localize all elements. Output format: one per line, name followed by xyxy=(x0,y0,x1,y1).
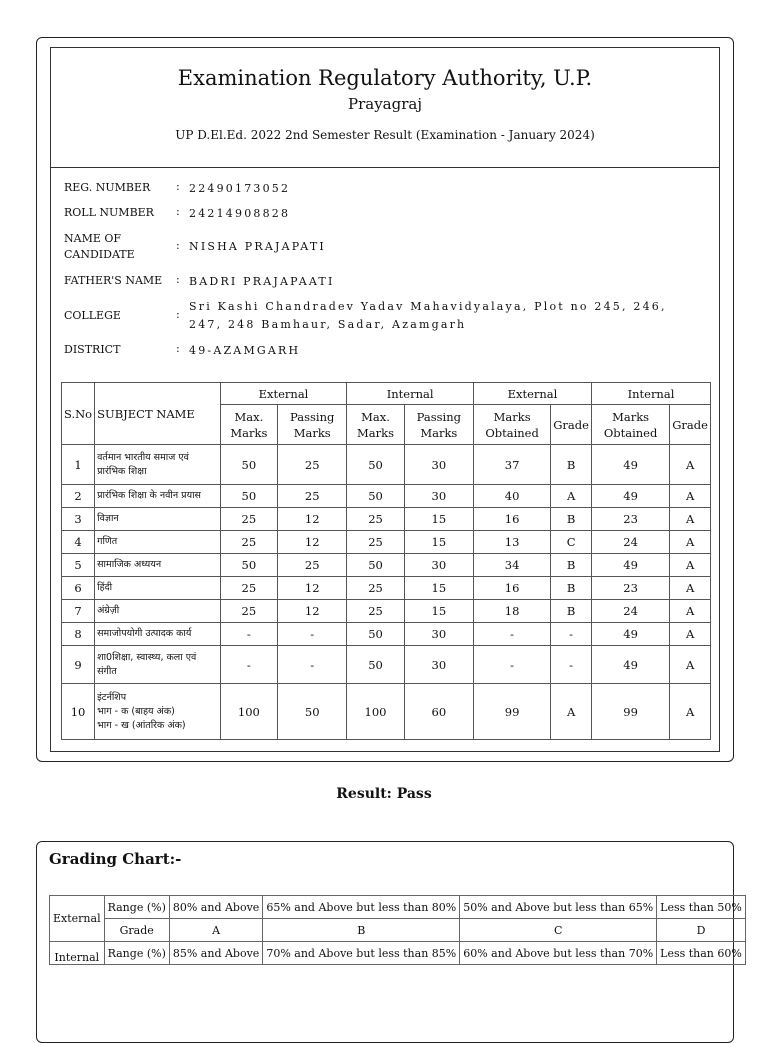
sno-cell: 3 xyxy=(62,508,95,531)
int-pass-cell: 30 xyxy=(404,445,473,485)
int-max-cell: 25 xyxy=(347,508,404,531)
range-cell: Less than 50% xyxy=(657,896,746,919)
ext-obtained-cell: 34 xyxy=(473,554,550,577)
field-label: COLLEGE xyxy=(64,309,121,322)
passing-marks-header: Passing Marks xyxy=(278,405,347,445)
ext-obtained-cell: - xyxy=(473,646,550,684)
grade-cell: A xyxy=(169,919,262,942)
ext-max-cell: - xyxy=(220,623,277,646)
int-obtained-cell: 24 xyxy=(591,600,669,623)
external-header: External xyxy=(220,383,347,405)
ext-pass-cell: 25 xyxy=(278,445,347,485)
subject-cell: शा0शिक्षा, स्वास्थ्य, कला एवं संगीत xyxy=(95,646,221,684)
int-obtained-cell: 49 xyxy=(591,623,669,646)
ext-grade-cell: C xyxy=(551,531,592,554)
ext-grade-cell: B xyxy=(551,554,592,577)
marks-row xyxy=(62,531,711,554)
external-range-row xyxy=(50,896,746,919)
ext-max-cell: 25 xyxy=(220,600,277,623)
result-sheet xyxy=(50,47,720,752)
marks-header-row xyxy=(62,383,711,405)
ext-max-cell: - xyxy=(220,646,277,684)
int-grade-cell: A xyxy=(670,646,711,684)
ext-max-cell: 50 xyxy=(220,445,277,485)
subject-cell: इंटर्नशिप भाग - क (बाहय अंक) भाग - ख (आंतरिक अंक) xyxy=(95,684,221,740)
max-marks-header: Max. Marks xyxy=(220,405,277,445)
marks-row xyxy=(62,600,711,623)
ext-grade-cell: B xyxy=(551,600,592,623)
int-pass-cell: 15 xyxy=(404,600,473,623)
result-status: Result: Pass xyxy=(336,786,432,802)
ext-max-cell: 25 xyxy=(220,531,277,554)
int-grade-cell: A xyxy=(670,554,711,577)
grading-chart-title: Grading Chart:- xyxy=(49,850,182,868)
ext-max-cell: 50 xyxy=(220,554,277,577)
authority-title: Examination Regulatory Authority, U.P. xyxy=(177,66,593,90)
range-cell: 70% and Above but less than 85% xyxy=(263,942,460,965)
ext-pass-cell: 12 xyxy=(278,508,347,531)
authority-city: Prayagraj xyxy=(348,95,422,113)
ext-grade-cell: - xyxy=(551,623,592,646)
int-max-cell: 100 xyxy=(347,684,404,740)
marks-row xyxy=(62,623,711,646)
range-label: Range (%) xyxy=(104,942,169,965)
int-pass-cell: 30 xyxy=(404,554,473,577)
int-grade-cell: A xyxy=(670,531,711,554)
ext-grade-cell: B xyxy=(551,508,592,531)
ext-grade-cell: B xyxy=(551,577,592,600)
marks-obtained-header: Marks Obtained xyxy=(591,405,669,445)
colon: : xyxy=(176,205,180,218)
ext-pass-cell: - xyxy=(278,623,347,646)
internal-range-row xyxy=(50,942,746,965)
internal-obtained-header: Internal xyxy=(591,383,710,405)
int-pass-cell: 30 xyxy=(404,485,473,508)
grade-header: Grade xyxy=(551,405,592,445)
int-pass-cell: 15 xyxy=(404,508,473,531)
college-value: Sri Kashi Chandradev Yadav Mahavidyalaya, Plot no 245, 246, 247, 248 Bamhaur, Sadar, Azamgarh xyxy=(189,300,667,331)
ext-max-cell: 25 xyxy=(220,577,277,600)
ext-obtained-cell: 13 xyxy=(473,531,550,554)
int-obtained-cell: 49 xyxy=(591,445,669,485)
max-marks-header: Max. Marks xyxy=(347,405,404,445)
result-header xyxy=(51,48,719,168)
college-row xyxy=(64,298,704,336)
ext-grade-cell: A xyxy=(551,684,592,740)
ext-pass-cell: 12 xyxy=(278,577,347,600)
range-cell: 65% and Above but less than 80% xyxy=(263,896,460,919)
grade-label: Grade xyxy=(104,919,169,942)
colon: : xyxy=(176,180,180,193)
colon: : xyxy=(176,342,180,355)
exam-subtitle: UP D.El.Ed. 2022 2nd Semester Result (Examination - January 2024) xyxy=(175,128,595,142)
ext-grade-cell: - xyxy=(551,646,592,684)
sno-cell: 4 xyxy=(62,531,95,554)
marks-row xyxy=(62,577,711,600)
subject-cell: वर्तमान भारतीय समाज एवं प्रारंभिक शिक्षा xyxy=(95,445,221,485)
marks-obtained-header: Marks Obtained xyxy=(473,405,550,445)
field-label: FATHER'S NAME xyxy=(64,274,163,287)
external-obtained-header: External xyxy=(473,383,591,405)
subject-cell: हिंदी xyxy=(95,577,221,600)
ext-pass-cell: 25 xyxy=(278,554,347,577)
ext-max-cell: 25 xyxy=(220,508,277,531)
subject-cell: प्रारंभिक शिक्षा के नवीन प्रयास xyxy=(95,485,221,508)
range-cell: 80% and Above xyxy=(169,896,262,919)
marks-row xyxy=(62,684,711,740)
int-max-cell: 50 xyxy=(347,646,404,684)
colon: : xyxy=(176,308,180,321)
int-max-cell: 25 xyxy=(347,600,404,623)
int-grade-cell: A xyxy=(670,684,711,740)
ext-pass-cell: 25 xyxy=(278,485,347,508)
range-cell: 85% and Above xyxy=(169,942,262,965)
int-max-cell: 50 xyxy=(347,445,404,485)
int-pass-cell: 30 xyxy=(404,623,473,646)
ext-max-cell: 100 xyxy=(220,684,277,740)
int-grade-cell: A xyxy=(670,445,711,485)
roll-number-value: 24214908828 xyxy=(189,207,291,220)
ext-pass-cell: 50 xyxy=(278,684,347,740)
int-obtained-cell: 23 xyxy=(591,508,669,531)
colon: : xyxy=(176,239,180,252)
sno-cell: 1 xyxy=(62,445,95,485)
candidate-name-row xyxy=(64,231,704,265)
grading-chart-table xyxy=(49,895,746,965)
reg-number-value: 22490173052 xyxy=(189,182,291,195)
int-pass-cell: 60 xyxy=(404,684,473,740)
ext-grade-cell: A xyxy=(551,485,592,508)
int-obtained-cell: 49 xyxy=(591,646,669,684)
marks-row xyxy=(62,508,711,531)
sno-cell: 2 xyxy=(62,485,95,508)
int-pass-cell: 15 xyxy=(404,531,473,554)
ext-obtained-cell: 16 xyxy=(473,508,550,531)
field-label: NAME OF CANDIDATE xyxy=(64,232,135,261)
sno-cell: 9 xyxy=(62,646,95,684)
int-pass-cell: 15 xyxy=(404,577,473,600)
father-name-value: BADRI PRAJAPAATI xyxy=(189,275,335,288)
sno-cell: 7 xyxy=(62,600,95,623)
grading-chart-card xyxy=(36,841,742,1043)
ext-obtained-cell: 37 xyxy=(473,445,550,485)
range-cell: 50% and Above but less than 65% xyxy=(460,896,657,919)
father-name-row xyxy=(64,273,704,291)
roll-number-row xyxy=(64,205,704,223)
field-label: REG. NUMBER xyxy=(64,181,151,194)
colon: : xyxy=(176,273,180,286)
district-value: 49-AZAMGARH xyxy=(189,344,301,357)
internal-header: Internal xyxy=(347,383,474,405)
marks-table xyxy=(61,382,711,740)
ext-obtained-cell: - xyxy=(473,623,550,646)
sno-header: S.No xyxy=(62,383,95,445)
sno-cell: 5 xyxy=(62,554,95,577)
result-card xyxy=(36,37,734,762)
int-obtained-cell: 49 xyxy=(591,554,669,577)
range-cell: Less than 60% xyxy=(657,942,746,965)
ext-pass-cell: 12 xyxy=(278,531,347,554)
int-pass-cell: 30 xyxy=(404,646,473,684)
ext-grade-cell: B xyxy=(551,445,592,485)
subject-header: SUBJECT NAME xyxy=(95,383,221,445)
district-row xyxy=(64,342,704,360)
grade-cell: C xyxy=(460,919,657,942)
int-obtained-cell: 49 xyxy=(591,485,669,508)
int-grade-cell: A xyxy=(670,508,711,531)
grade-cell: D xyxy=(657,919,746,942)
int-grade-cell: A xyxy=(670,577,711,600)
field-label: DISTRICT xyxy=(64,343,121,356)
subject-cell: समाजोपयोगी उत्पादक कार्य xyxy=(95,623,221,646)
marks-row xyxy=(62,485,711,508)
passing-marks-header: Passing Marks xyxy=(404,405,473,445)
int-max-cell: 25 xyxy=(347,531,404,554)
external-grade-row xyxy=(50,919,746,942)
int-obtained-cell: 24 xyxy=(591,531,669,554)
reg-number-row xyxy=(64,180,704,198)
external-label: External xyxy=(50,896,105,942)
int-obtained-cell: 99 xyxy=(591,684,669,740)
marks-row xyxy=(62,646,711,684)
range-cell: 60% and Above but less than 70% xyxy=(460,942,657,965)
subject-cell: गणित xyxy=(95,531,221,554)
field-label: ROLL NUMBER xyxy=(64,206,154,219)
int-grade-cell: A xyxy=(670,485,711,508)
int-max-cell: 25 xyxy=(347,577,404,600)
ext-obtained-cell: 16 xyxy=(473,577,550,600)
subject-cell: विज्ञान xyxy=(95,508,221,531)
ext-obtained-cell: 99 xyxy=(473,684,550,740)
subject-cell: अंग्रेज़ी xyxy=(95,600,221,623)
int-grade-cell: A xyxy=(670,623,711,646)
subject-cell: सामाजिक अध्ययन xyxy=(95,554,221,577)
int-max-cell: 50 xyxy=(347,485,404,508)
marks-row xyxy=(62,445,711,485)
int-grade-cell: A xyxy=(670,600,711,623)
sno-cell: 8 xyxy=(62,623,95,646)
int-max-cell: 50 xyxy=(347,623,404,646)
ext-pass-cell: 12 xyxy=(278,600,347,623)
grade-cell: B xyxy=(263,919,460,942)
internal-label: Internal xyxy=(50,942,105,965)
ext-obtained-cell: 40 xyxy=(473,485,550,508)
sno-cell: 10 xyxy=(62,684,95,740)
int-obtained-cell: 23 xyxy=(591,577,669,600)
int-max-cell: 50 xyxy=(347,554,404,577)
sno-cell: 6 xyxy=(62,577,95,600)
ext-obtained-cell: 18 xyxy=(473,600,550,623)
ext-pass-cell: - xyxy=(278,646,347,684)
range-label: Range (%) xyxy=(104,896,169,919)
marks-body xyxy=(62,445,711,740)
ext-max-cell: 50 xyxy=(220,485,277,508)
marks-row xyxy=(62,554,711,577)
grade-header: Grade xyxy=(670,405,711,445)
candidate-name-value: NISHA PRAJAPATI xyxy=(189,240,326,253)
